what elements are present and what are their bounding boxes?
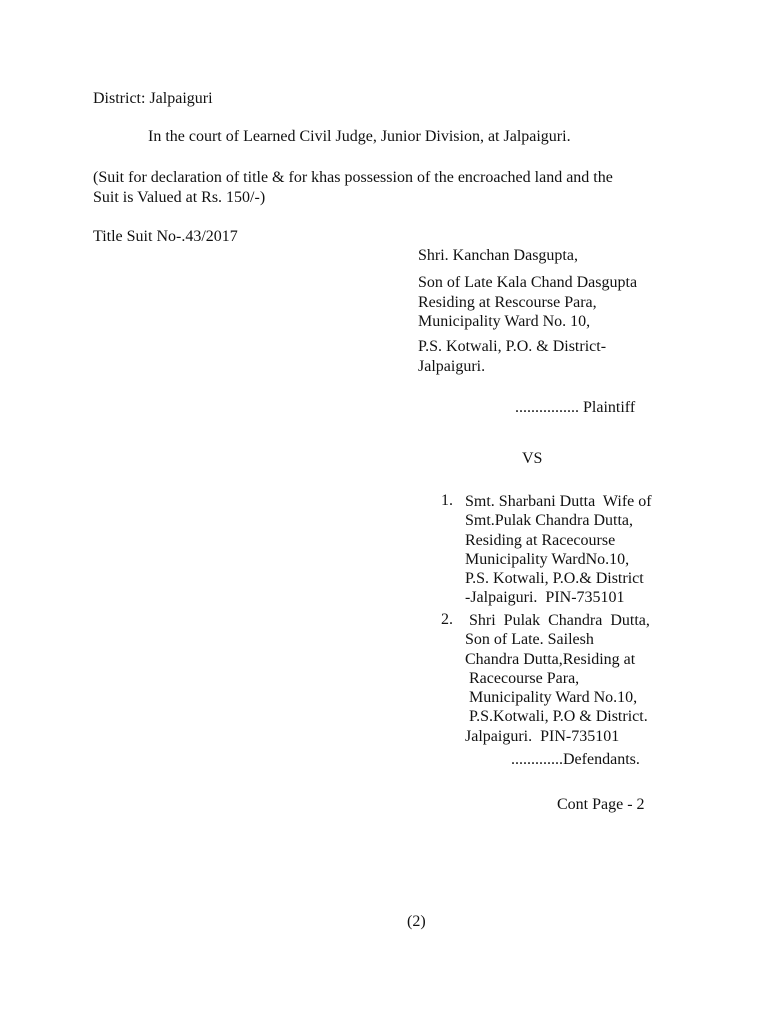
versus-label: VS (522, 450, 543, 467)
defendant-line: Smt.Pulak Chandra Dutta, (465, 512, 633, 530)
defendant-line: Residing at Racecourse (465, 531, 616, 549)
defendant-line: P.S. Kotwali, P.O.& District (465, 570, 644, 588)
suit-description-line-1: (Suit for declaration of title & for khas possession of the encroached land and the (93, 169, 613, 186)
plaintiff-details (418, 273, 637, 332)
defendant-line: -Jalpaiguri. PIN-735101 (465, 589, 625, 607)
defendant-2-details (465, 611, 650, 746)
defendant-line: Racecourse Para, (465, 669, 580, 687)
defendants-role: .............Defendants. (511, 751, 640, 768)
court-line: In the court of Learned Civil Judge, Junior Division, at Jalpaiguri. (148, 128, 571, 145)
page-number: (2) (407, 913, 426, 930)
defendant-line: Son of Late. Sailesh (465, 631, 594, 649)
defendant-number: 2. (441, 611, 453, 628)
defendant-line: Municipality WardNo.10, (465, 550, 630, 568)
plaintiff-address-line: Jalpaiguri. (418, 357, 486, 375)
plaintiff-detail-line: Municipality Ward No. 10, (418, 313, 591, 330)
defendant-line: Chandra Dutta,Residing at (465, 650, 636, 668)
plaintiff-detail-line: Son of Late Kala Chand Dasgupta (418, 274, 638, 291)
plaintiff-name: Shri. Kanchan Dasgupta, (418, 247, 578, 264)
plaintiff-address (418, 337, 606, 376)
suit-description-line-2: Suit is Valued at Rs. 150/-) (93, 188, 266, 206)
defendant-line: Smt. Sharbani Dutta Wife of (465, 493, 652, 510)
continuation-note: Cont Page - 2 (557, 796, 645, 813)
defendant-line: Shri Pulak Chandra Dutta, (465, 612, 650, 629)
defendant-line: Municipality Ward No.10, (465, 689, 638, 707)
defendant-number: 1. (441, 492, 453, 509)
suit-description (93, 168, 613, 207)
title-suit-number: Title Suit No-.43/2017 (93, 228, 238, 245)
plaintiff-detail-line: Residing at Rescourse Para, (418, 293, 597, 311)
plaintiff-address-line: P.S. Kotwali, P.O. & District- (418, 338, 607, 355)
defendant-line: P.S.Kotwali, P.O & District. (465, 708, 648, 726)
plaintiff-role: ................ Plaintiff (515, 399, 636, 416)
district-line: District: Jalpaiguri (93, 90, 213, 107)
defendant-1-details (465, 492, 652, 608)
defendant-line: Jalpaiguri. PIN-735101 (465, 727, 620, 745)
